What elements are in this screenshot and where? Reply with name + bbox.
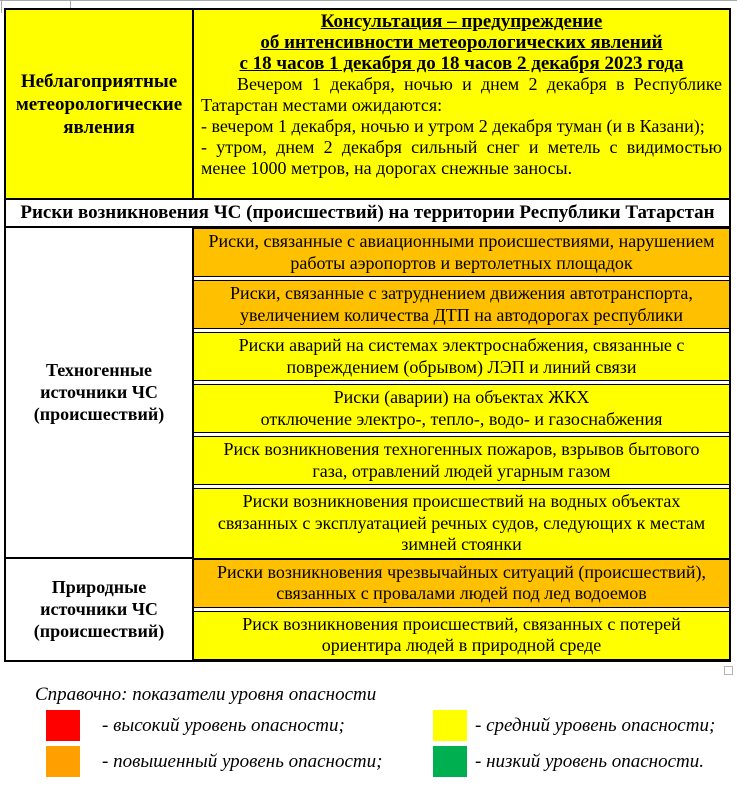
legend-title: Справочно: показатели уровня опасности [35, 684, 377, 705]
section-natural-rows [194, 559, 729, 660]
page-edge-artifact [0, 0, 737, 1]
adverse-phenomena-label: Неблагоприятные метеорологические явления [15, 70, 183, 138]
legend-item-low [433, 746, 704, 777]
risk-row-utilities-line-1: Риски (аварии) на объектах ЖКХ [333, 387, 590, 407]
consultation-paragraph-2: - вечером 1 декабря, ночью и утром 2 декабря туман (и в Казани); [201, 116, 705, 136]
legend-item-low-label: - низкий уровень опасности. [475, 750, 705, 772]
risk-row-water-vessels: Риски возникновения происшествий на водных объектах связанных с эксплуатацией речных судов, следующих к местам зимней стоянки [194, 488, 729, 559]
yellow-swatch [433, 710, 467, 741]
legend-item-elevated [46, 746, 382, 777]
consultation-paragraph-1: Вечером 1 декабря, ночью и днем 2 декабря в Республике Татарстан местами ожидаются: [201, 74, 722, 115]
legend-item-elevated-label: - повышенный уровень опасности; [102, 750, 383, 772]
section-technogenic [6, 228, 729, 559]
risk-row-utilities-line-2: отключение электро-, тепло-, водо- и газоснабжения [260, 408, 663, 429]
legend-item-medium [433, 710, 715, 741]
consultation-paragraph-3: - утром, днем 2 декабря сильный снег и метель с видимостью менее 1000 метров, на дорогах снежные заносы. [201, 137, 722, 178]
consultation-title-line-3: с 18 часов 1 декабря до 18 часов 2 декабря 2023 года [239, 53, 684, 74]
risk-row-lost-orientation: Риск возникновения происшествий, связанных с потерей ориентира людей в природной среде [194, 611, 729, 660]
consultation-cell [194, 10, 729, 198]
page-edge-tick-left [1, 0, 2, 13]
risk-row-power-lines: Риски аварий на системах электроснабжения, связанные с повреждением (обрывом) ЛЭП и линий связи [194, 332, 729, 381]
consultation-title-line-1: Консультация – предупреждение [320, 11, 603, 32]
risk-row-road-traffic: Риски, связанные с затруднением движения автотранспорта, увеличением количества ДТП на автодорогах республики [194, 280, 729, 329]
section-natural-label-text: Природные источники ЧС (происшествий) [33, 577, 165, 641]
risk-row-fires-gas: Риск возникновения техногенных пожаров, взрывов бытового газа, отравлений людей угарным газом [194, 436, 729, 485]
meteo-section [6, 10, 729, 200]
risks-banner: Риски возникновения ЧС (происшествий) на территории Республики Татарстан [6, 200, 729, 228]
adverse-phenomena-cell [6, 10, 194, 198]
orange-swatch [46, 746, 80, 777]
risk-row-aviation: Риски, связанные с авиационными происшествиями, нарушением работы аэропортов и вертолетных площадок [194, 228, 729, 277]
risk-row-utilities [194, 384, 729, 433]
risk-row-ice-falls: Риски возникновения чрезвычайных ситуаций (происшествий), связанных с провалами людей под лед водоемов [194, 559, 729, 608]
section-technogenic-label-text: Техногенные источники ЧС (происшествий) [33, 360, 165, 425]
legend-item-medium-label: - средний уровень опасности; [475, 714, 716, 736]
consultation-title-line-2: об интенсивности метеорологических явлений [260, 32, 663, 53]
section-natural [6, 559, 729, 660]
weather-risk-table [4, 8, 731, 662]
green-swatch [433, 746, 467, 777]
section-technogenic-label [6, 228, 194, 559]
section-technogenic-rows [194, 228, 729, 559]
anchor-artifact [724, 666, 733, 675]
legend-item-high [46, 710, 345, 741]
section-natural-label [6, 559, 194, 660]
red-swatch [46, 710, 80, 741]
legend-item-high-label: - высокий уровень опасности; [102, 714, 345, 736]
